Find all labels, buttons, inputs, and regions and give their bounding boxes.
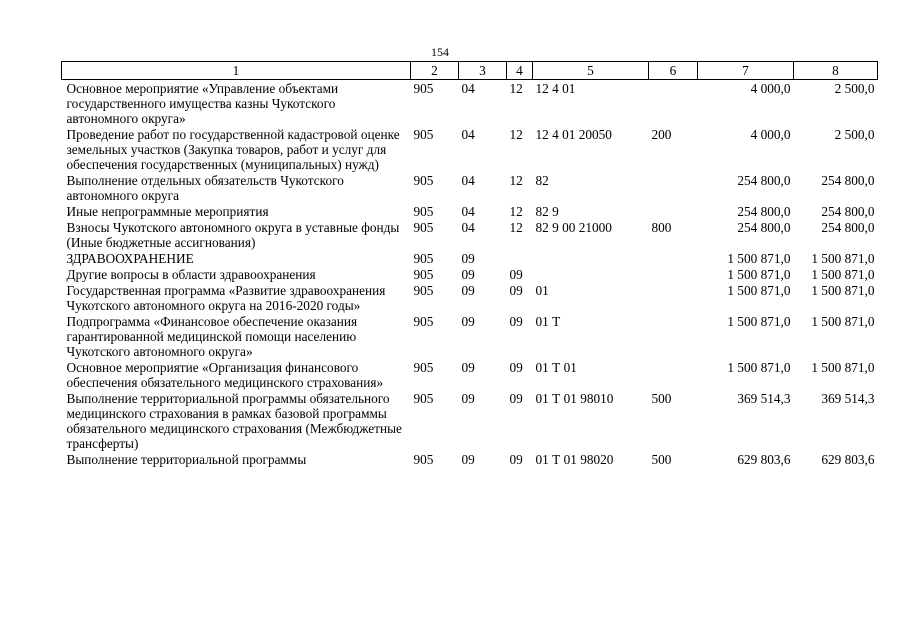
row-subsection: 09 xyxy=(509,391,523,406)
row-section: 04 xyxy=(461,127,475,142)
row-sum-col8: 1 500 871,0 xyxy=(811,251,875,266)
table-row xyxy=(62,80,878,127)
header-row xyxy=(62,62,878,80)
header-cell-8: 8 xyxy=(794,62,878,80)
table-row xyxy=(62,313,878,359)
row-expense-type xyxy=(649,266,698,282)
table-row xyxy=(62,126,878,172)
row-target-article xyxy=(533,266,649,282)
row-section: 09 xyxy=(461,391,475,406)
row-sum-col8: 1 500 871,0 xyxy=(811,283,875,298)
table-row xyxy=(62,203,878,219)
row-expense-type xyxy=(649,250,698,266)
header-cell-2: 2 xyxy=(411,62,459,80)
row-subsection: 09 xyxy=(509,452,523,467)
row-subsection: 09 xyxy=(509,283,523,298)
row-grbs: 905 xyxy=(413,391,434,406)
table-row xyxy=(62,282,878,313)
row-section: 04 xyxy=(461,204,475,219)
row-name: Государственная программа «Развитие здравоохранения Чукотского автономного округа на 2016-2020 годы» xyxy=(66,283,386,313)
header-cell-1: 1 xyxy=(62,62,411,80)
row-target-article: 82 9 00 21000 xyxy=(535,220,612,235)
row-section: 04 xyxy=(461,173,475,188)
budget-table xyxy=(61,61,878,467)
row-sum-col7: 1 500 871,0 xyxy=(727,251,791,266)
row-name: Выполнение отдельных обязательств Чукотского автономного округа xyxy=(66,173,344,203)
row-sum-col8: 254 800,0 xyxy=(821,220,875,235)
row-sum-col8: 629 803,6 xyxy=(821,452,875,467)
row-name: Иные непрограммные мероприятия xyxy=(66,204,269,219)
row-sum-col8: 254 800,0 xyxy=(821,204,875,219)
row-name: Другие вопросы в области здравоохранения xyxy=(66,267,316,282)
row-name: Проведение работ по государственной кадастровой оценке земельных участков (Закупка товаров, работ и услуг для обеспечения государственных (муниципальных) нужд) xyxy=(66,127,400,172)
row-target-article: 82 xyxy=(535,173,549,188)
row-sum-col8: 369 514,3 xyxy=(821,391,875,406)
row-sum-col7: 4 000,0 xyxy=(750,81,791,96)
row-sum-col8: 1 500 871,0 xyxy=(811,314,875,329)
row-sum-col7: 254 800,0 xyxy=(737,220,791,235)
row-sum-col8: 2 500,0 xyxy=(834,81,875,96)
row-target-article: 01 Т 01 98010 xyxy=(535,391,614,406)
row-subsection: 12 xyxy=(509,81,523,96)
row-subsection: 12 xyxy=(509,220,523,235)
row-sum-col7: 254 800,0 xyxy=(737,204,791,219)
row-section: 04 xyxy=(461,220,475,235)
row-subsection: 09 xyxy=(509,314,523,329)
row-name: Основное мероприятие «Организация финансового обеспечения обязательного медицинского страхования» xyxy=(66,360,384,390)
row-target-article: 01 xyxy=(535,283,549,298)
row-subsection: 12 xyxy=(509,204,523,219)
row-name: ЗДРАВООХРАНЕНИЕ xyxy=(66,251,194,266)
row-section: 09 xyxy=(461,452,475,467)
row-sum-col7: 369 514,3 xyxy=(737,391,791,406)
row-section: 09 xyxy=(461,283,475,298)
row-expense-type: 800 xyxy=(651,220,672,235)
row-grbs: 905 xyxy=(413,360,434,375)
row-grbs: 905 xyxy=(413,314,434,329)
row-sum-col7: 4 000,0 xyxy=(750,127,791,142)
row-grbs: 905 xyxy=(413,204,434,219)
row-target-article: 12 4 01 20050 xyxy=(535,127,612,142)
row-name: Выполнение территориальной программы обязательного медицинского страхования в рамках базовой программы обязательного медицинского страхования (Межбюджетные трансферты) xyxy=(66,391,402,451)
row-sum-col7: 1 500 871,0 xyxy=(727,314,791,329)
row-section: 09 xyxy=(461,360,475,375)
row-grbs: 905 xyxy=(413,283,434,298)
row-grbs: 905 xyxy=(413,452,434,467)
table-row xyxy=(62,172,878,203)
row-expense-type xyxy=(649,203,698,219)
header-cell-5: 5 xyxy=(533,62,649,80)
row-target-article: 82 9 xyxy=(535,204,559,219)
row-subsection: 09 xyxy=(509,267,523,282)
row-target-article: 12 4 01 xyxy=(535,81,576,96)
row-sum-col7: 1 500 871,0 xyxy=(727,267,791,282)
row-grbs: 905 xyxy=(413,81,434,96)
row-name: Выполнение территориальной программы xyxy=(66,452,307,467)
row-sum-col7: 1 500 871,0 xyxy=(727,360,791,375)
row-sum-col8: 254 800,0 xyxy=(821,173,875,188)
row-subsection xyxy=(507,250,533,266)
row-expense-type xyxy=(649,172,698,203)
row-sum-col7: 629 803,6 xyxy=(737,452,791,467)
row-name: Подпрограмма «Финансовое обеспечение оказания гарантированной медицинской помощи населению Чукотского автономного округа» xyxy=(66,314,358,359)
row-expense-type xyxy=(649,282,698,313)
row-sum-col7: 254 800,0 xyxy=(737,173,791,188)
header-cell-6: 6 xyxy=(649,62,698,80)
row-section: 09 xyxy=(461,314,475,329)
row-grbs: 905 xyxy=(413,173,434,188)
row-name: Основное мероприятие «Управление объектами государственного имущества казны Чукотского автономного округа» xyxy=(66,81,339,126)
row-expense-type xyxy=(649,359,698,390)
page-number: 154 xyxy=(431,45,449,59)
table-row xyxy=(62,250,878,266)
row-target-article xyxy=(533,250,649,266)
row-target-article: 01 Т xyxy=(535,314,561,329)
row-subsection: 12 xyxy=(509,127,523,142)
row-target-article: 01 Т 01 98020 xyxy=(535,452,614,467)
row-subsection: 09 xyxy=(509,360,523,375)
table-row xyxy=(62,266,878,282)
row-subsection: 12 xyxy=(509,173,523,188)
row-section: 04 xyxy=(461,81,475,96)
table-row xyxy=(62,359,878,390)
row-grbs: 905 xyxy=(413,127,434,142)
row-section: 09 xyxy=(461,251,475,266)
row-sum-col8: 1 500 871,0 xyxy=(811,267,875,282)
row-grbs: 905 xyxy=(413,267,434,282)
row-sum-col7: 1 500 871,0 xyxy=(727,283,791,298)
table-row xyxy=(62,390,878,451)
row-expense-type xyxy=(649,80,698,127)
header-cell-7: 7 xyxy=(698,62,794,80)
table-row xyxy=(62,219,878,250)
row-section: 09 xyxy=(461,267,475,282)
row-target-article: 01 Т 01 xyxy=(535,360,577,375)
row-expense-type: 200 xyxy=(651,127,672,142)
row-name: Взносы Чукотского автономного округа в уставные фонды (Иные бюджетные ассигнования) xyxy=(66,220,400,250)
header-cell-4: 4 xyxy=(507,62,533,80)
row-expense-type: 500 xyxy=(651,391,672,406)
row-sum-col8: 1 500 871,0 xyxy=(811,360,875,375)
row-sum-col8: 2 500,0 xyxy=(834,127,875,142)
header-cell-3: 3 xyxy=(459,62,507,80)
row-grbs: 905 xyxy=(413,220,434,235)
row-grbs: 905 xyxy=(413,251,434,266)
table-row xyxy=(62,451,878,467)
row-expense-type: 500 xyxy=(651,452,672,467)
row-expense-type xyxy=(649,313,698,359)
